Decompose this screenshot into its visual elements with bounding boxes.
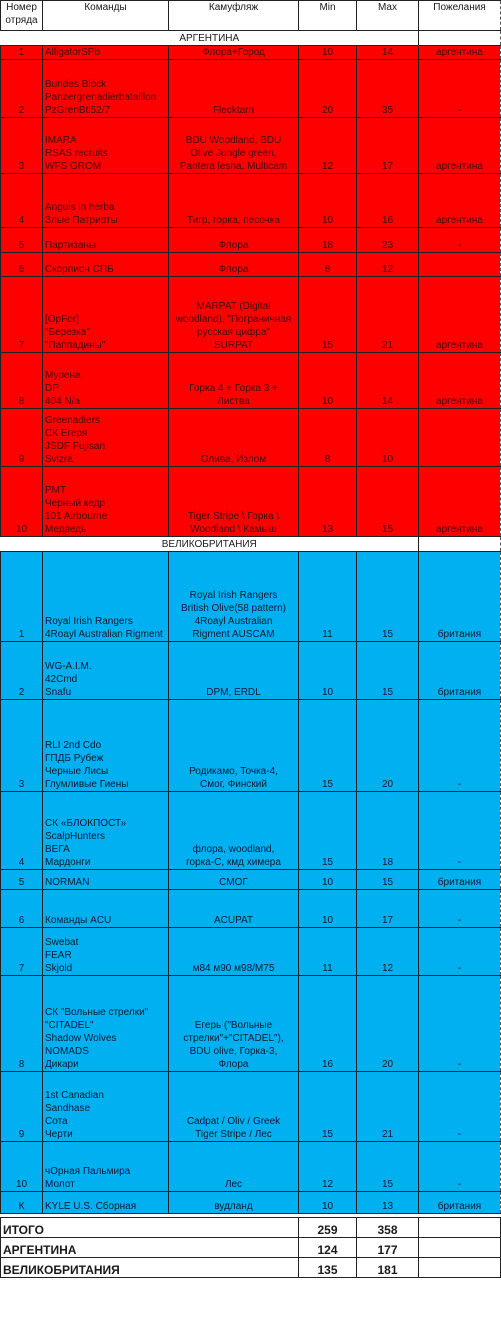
camo-cell	[169, 928, 299, 976]
section-spacer	[419, 31, 501, 46]
min-cell: 18	[299, 228, 357, 253]
wish-cell: -	[419, 1072, 501, 1142]
table-row	[1, 976, 501, 1072]
squad-number: 8	[1, 353, 43, 409]
squad-number: 4	[1, 792, 43, 870]
total-label: ВЕЛИКОБРИТАНИЯ	[1, 1258, 299, 1278]
teams-cell-line: 4Roayl Australian Rigment	[45, 629, 163, 640]
table-body	[1, 1, 501, 1278]
table-row	[1, 467, 501, 537]
teams-cell-line: СК "Вольные стрелки"	[45, 1007, 149, 1018]
teams-cell-line: Дикари	[45, 1059, 79, 1070]
min-cell: 10	[299, 870, 357, 890]
wish-cell: аргентина	[419, 353, 501, 409]
teams-cell-line: Сота	[45, 1116, 68, 1127]
teams-cell-line: Черный кедр	[45, 498, 106, 509]
camo-cell-line: горка-С, кмд химера	[186, 857, 281, 868]
teams-cell	[43, 928, 169, 976]
table-row	[1, 60, 501, 118]
camo-cell	[169, 46, 299, 60]
teams-cell-line: Глумливые Гиены	[45, 779, 129, 790]
total-min: 135	[299, 1258, 357, 1278]
min-cell: 8	[299, 253, 357, 277]
teams-cell	[43, 1192, 169, 1214]
camo-cell	[169, 118, 299, 174]
max-cell: 14	[357, 353, 419, 409]
min-cell: 12	[299, 118, 357, 174]
wish-cell: британия	[419, 1192, 501, 1214]
teams-cell-line: Команды ACU	[45, 915, 112, 926]
camo-cell	[169, 1142, 299, 1192]
max-cell: 15	[357, 1142, 419, 1192]
max-cell: 23	[357, 228, 419, 253]
teams-cell	[43, 792, 169, 870]
camo-cell	[169, 792, 299, 870]
total-min: 259	[299, 1218, 357, 1238]
squad-number: 5	[1, 228, 43, 253]
max-cell: 15	[357, 552, 419, 642]
min-cell: 10	[299, 890, 357, 928]
teams-cell	[43, 60, 169, 118]
camo-cell-line: Флора	[218, 240, 249, 251]
teams-cell	[43, 552, 169, 642]
header-camo: Камуфляж	[169, 1, 299, 31]
squad-number: 2	[1, 642, 43, 700]
teams-cell-line: DP	[45, 383, 59, 394]
max-cell: 12	[357, 253, 419, 277]
max-cell: 18	[357, 792, 419, 870]
total-row	[1, 1238, 501, 1258]
camo-cell-line: MARPAT (Digital	[196, 301, 271, 312]
max-cell: 21	[357, 1072, 419, 1142]
teams-cell-line: Молот	[45, 1179, 75, 1190]
camo-cell-line: Cadpat / Oliv / Greek	[186, 1116, 281, 1127]
total-max: 181	[357, 1258, 419, 1278]
teams-cell-line: 404 N/a	[45, 396, 81, 407]
teams-cell-line: Мурена	[45, 370, 81, 381]
camo-cell-line: BDU Woodland, BDU	[185, 135, 282, 146]
squad-number: 8	[1, 976, 43, 1072]
teams-cell-line: Anguis in herba	[45, 202, 115, 213]
max-cell: 13	[357, 1192, 419, 1214]
min-cell: 15	[299, 700, 357, 792]
max-cell: 20	[357, 976, 419, 1072]
squad-number: 5	[1, 870, 43, 890]
camo-cell-line: Лес	[224, 1179, 243, 1190]
max-cell: 15	[357, 467, 419, 537]
table-row	[1, 890, 501, 928]
camo-cell-line: м84 м90 м98/M75	[192, 963, 275, 974]
teams-cell-line: Мардонги	[45, 857, 91, 868]
camo-cell-line: woodland), "Пограничная	[175, 314, 292, 325]
wish-cell: -	[419, 928, 501, 976]
total-label: АРГЕНТИНА	[1, 1238, 299, 1258]
header-min: Min	[299, 1, 357, 31]
min-cell: 13	[299, 467, 357, 537]
table-row	[1, 928, 501, 976]
total-max: 177	[357, 1238, 419, 1258]
teams-cell-line: PMT	[45, 485, 67, 496]
teams-cell-line: Sandhase	[45, 1103, 91, 1114]
teams-cell-line: Злые Патриоты	[45, 215, 118, 226]
teams-cell	[43, 228, 169, 253]
max-cell: 35	[357, 60, 419, 118]
teams-cell	[43, 870, 169, 890]
max-cell: 20	[357, 700, 419, 792]
table-row	[1, 118, 501, 174]
total-max: 358	[357, 1218, 419, 1238]
table-row	[1, 1142, 501, 1192]
teams-cell-line: JSDF Fujisan	[45, 441, 106, 452]
teams-cell-line: FEAR	[45, 950, 72, 961]
section-title: ВЕЛИКОБРИТАНИЯ	[1, 537, 419, 552]
table-row	[1, 1192, 501, 1214]
header-team: Команды	[43, 1, 169, 31]
header-row	[1, 1, 501, 31]
header-num: Номер отряда	[1, 1, 43, 31]
camo-cell	[169, 552, 299, 642]
teams-cell	[43, 1142, 169, 1192]
wish-cell: британия	[419, 642, 501, 700]
section-title: АРГЕНТИНА	[1, 31, 419, 46]
min-cell: 10	[299, 353, 357, 409]
teams-cell	[43, 467, 169, 537]
wish-cell: британия	[419, 870, 501, 890]
camo-cell	[169, 1192, 299, 1214]
table-row	[1, 700, 501, 792]
wish-cell: -	[419, 890, 501, 928]
teams-cell-line: "Березка"	[45, 327, 90, 338]
teams-cell-line: [OpFor]	[45, 314, 79, 325]
teams-cell-line: IMARA	[45, 135, 77, 146]
section-row-britain	[1, 537, 501, 552]
camo-cell	[169, 870, 299, 890]
wish-cell: -	[419, 976, 501, 1072]
teams-cell-line: Svizra	[45, 454, 73, 465]
camo-cell-line: русская цифра"	[197, 327, 270, 338]
camo-cell	[169, 353, 299, 409]
camo-cell	[169, 277, 299, 353]
squad-number: 7	[1, 928, 43, 976]
teams-cell	[43, 118, 169, 174]
squad-number: 9	[1, 409, 43, 467]
camo-cell	[169, 253, 299, 277]
teams-cell	[43, 700, 169, 792]
teams-cell-line: PzGrenBtl52/7	[45, 105, 111, 116]
squad-number: 6	[1, 890, 43, 928]
teams-cell-line: "Паппадины"	[45, 340, 106, 351]
squad-number: 10	[1, 467, 43, 537]
camo-cell-line: Royal Irish Rangers	[189, 590, 278, 601]
table-row	[1, 253, 501, 277]
min-cell: 10	[299, 642, 357, 700]
teams-cell-line: Партизаны	[45, 240, 97, 251]
camo-cell	[169, 1072, 299, 1142]
camo-cell-line: флора, woodland,	[192, 844, 275, 855]
teams-cell-line: ВЕГА	[45, 844, 70, 855]
total-empty	[419, 1258, 501, 1278]
camo-cell-line: British Olive(58 pattern)	[180, 603, 287, 614]
max-cell: 12	[357, 928, 419, 976]
teams-cell	[43, 642, 169, 700]
camo-cell	[169, 976, 299, 1072]
min-cell: 15	[299, 277, 357, 353]
teams-cell-line: 1st Canadian	[45, 1090, 104, 1101]
camo-cell-line: Тигр, горка, песочка	[186, 215, 281, 226]
table-row	[1, 870, 501, 890]
teams-cell-line: ГПДБ Рубеж	[45, 753, 104, 764]
teams-cell-line: 42Cmd	[45, 674, 78, 685]
camo-cell-line: вудланд	[214, 1201, 253, 1212]
teams-cell-line: "CITADEL"	[45, 1020, 94, 1031]
teams-cell-line: RSAS recruits	[45, 148, 108, 159]
min-cell: 8	[299, 409, 357, 467]
min-cell: 15	[299, 1072, 357, 1142]
camo-cell	[169, 174, 299, 228]
teams-cell-line: WFS GROM	[45, 161, 102, 172]
teams-cell-line: WG-A.I.M.	[45, 661, 92, 672]
squad-number: 7	[1, 277, 43, 353]
table-row	[1, 1072, 501, 1142]
section-row-argentina	[1, 31, 501, 46]
camo-cell	[169, 642, 299, 700]
squad-number: К	[1, 1192, 43, 1214]
camo-cell-line: Горка 4 + Горка 3 +	[189, 383, 278, 394]
min-cell: 10	[299, 1192, 357, 1214]
wish-cell: -	[419, 1142, 501, 1192]
max-cell: 15	[357, 642, 419, 700]
camo-cell-line: Листва	[217, 396, 250, 407]
camo-cell-line: Флора	[218, 264, 249, 275]
wish-cell: аргентина	[419, 467, 501, 537]
wish-cell: аргентина	[419, 174, 501, 228]
teams-cell-line: RLI 2nd Cdo	[45, 740, 102, 751]
teams-cell-line: чОрная Пальмира	[45, 1166, 131, 1177]
total-row	[1, 1218, 501, 1238]
total-min: 124	[299, 1238, 357, 1258]
squad-number: 3	[1, 118, 43, 174]
min-cell: 20	[299, 60, 357, 118]
min-cell: 10	[299, 174, 357, 228]
max-cell: 21	[357, 277, 419, 353]
camo-cell-line: DPM, ERDL	[206, 687, 261, 698]
total-row	[1, 1258, 501, 1278]
teams-cell	[43, 46, 169, 60]
teams-cell-line: СК Егеря	[45, 428, 88, 439]
teams-cell-line: Скорпион СПБ	[45, 264, 114, 275]
wish-cell: аргентина	[419, 277, 501, 353]
camo-cell-line: Олива, Излом	[200, 454, 267, 465]
teams-cell-line: Snafu	[45, 687, 72, 698]
squad-number: 4	[1, 174, 43, 228]
camo-cell-line: Rigment AUSCAM	[192, 629, 275, 640]
teams-cell-line: СК «БЛОКПОСТ»	[45, 818, 127, 829]
wish-cell	[419, 409, 501, 467]
teams-cell-line: Черные Лисы	[45, 766, 109, 777]
table-row	[1, 228, 501, 253]
camo-cell-line: стрелки"+"CITADEL"),	[183, 1033, 284, 1044]
squad-number: 9	[1, 1072, 43, 1142]
teams-cell-line: 101 Airbourne	[45, 511, 108, 522]
teams-cell-line: KYLE U.S. Сборная	[45, 1201, 137, 1212]
squad-number: 3	[1, 700, 43, 792]
camo-cell-line: СМОГ	[219, 877, 248, 888]
camo-cell-line: Tiger Stripe \ Горка \	[187, 511, 280, 522]
camo-cell-line: Pantera lesna, Multicam	[179, 161, 288, 172]
wish-cell: -	[419, 228, 501, 253]
teams-cell-line: Skjold	[45, 963, 73, 974]
teams-cell	[43, 174, 169, 228]
table-row	[1, 409, 501, 467]
camo-cell	[169, 890, 299, 928]
camo-cell-line: Olive Jungle green,	[190, 148, 277, 159]
teams-cell-line: NOMADS	[45, 1046, 89, 1057]
teams-cell-line: Черти	[45, 1129, 73, 1140]
table-row	[1, 174, 501, 228]
teams-cell-line: Медведь	[45, 524, 87, 535]
wish-cell: -	[419, 60, 501, 118]
squad-number: 2	[1, 60, 43, 118]
camo-cell-line: Родикамо, Точка-4,	[189, 766, 278, 777]
wish-cell: -	[419, 700, 501, 792]
max-cell: 16	[357, 174, 419, 228]
squad-number: 6	[1, 253, 43, 277]
total-empty	[419, 1218, 501, 1238]
min-cell: 15	[299, 792, 357, 870]
max-cell: 14	[357, 46, 419, 60]
max-cell: 17	[357, 890, 419, 928]
teams-cell	[43, 277, 169, 353]
camo-cell-line: Flecktarn	[212, 105, 255, 116]
teams-cell-line: Panzergrenadierbataillon	[45, 92, 157, 103]
camo-cell-line: 4Roayl Australian	[194, 616, 273, 627]
teams-cell	[43, 1072, 169, 1142]
table-row	[1, 353, 501, 409]
camo-cell	[169, 700, 299, 792]
table-row	[1, 792, 501, 870]
camo-cell-line: BDU olive, Горка-3,	[189, 1046, 278, 1057]
wish-cell: британия	[419, 552, 501, 642]
header-max: Max	[357, 1, 419, 31]
camo-cell	[169, 60, 299, 118]
teams-cell	[43, 253, 169, 277]
table-row	[1, 46, 501, 60]
teams-cell-line: NORMAN	[45, 877, 90, 888]
total-empty	[419, 1238, 501, 1258]
min-cell: 10	[299, 46, 357, 60]
header-wish: Пожелания	[419, 1, 501, 31]
teams-cell-line: Bundes Block	[45, 79, 107, 90]
wish-cell: -	[419, 792, 501, 870]
teams-cell	[43, 353, 169, 409]
camo-cell-line: Флора+Город	[202, 47, 265, 58]
camo-cell	[169, 467, 299, 537]
camo-cell-line: Woodland \ Камыш	[190, 524, 277, 535]
teams-cell-line: Shadow Wolves	[45, 1033, 117, 1044]
wish-cell: аргентина	[419, 46, 501, 60]
teams-cell-line: Swebat	[45, 937, 79, 948]
max-cell: 10	[357, 409, 419, 467]
squad-number: 1	[1, 552, 43, 642]
squad-number: 10	[1, 1142, 43, 1192]
total-label: ИТОГО	[1, 1218, 299, 1238]
camo-cell-line: Tiger Stripe / Лес	[195, 1129, 272, 1140]
teams-cell	[43, 409, 169, 467]
teams-cell	[43, 890, 169, 928]
teams-cell-line: Greenadiers	[45, 415, 101, 426]
max-cell: 17	[357, 118, 419, 174]
wish-cell: аргентина	[419, 118, 501, 174]
table-row	[1, 642, 501, 700]
camo-cell-line: Флора	[218, 1059, 249, 1070]
teams-cell	[43, 976, 169, 1072]
camo-cell	[169, 409, 299, 467]
min-cell: 11	[299, 928, 357, 976]
max-cell: 15	[357, 870, 419, 890]
section-spacer	[419, 537, 501, 552]
camo-cell	[169, 228, 299, 253]
camo-cell-line: ACUPAT	[213, 915, 254, 926]
table-row	[1, 552, 501, 642]
camo-cell-line: Смог, Финский	[200, 779, 267, 790]
wish-cell	[419, 253, 501, 277]
teams-cell-line: Royal Irish Rangers	[45, 616, 133, 627]
camo-cell-line: Егерь ("Вольные	[194, 1020, 273, 1031]
camo-cell-line: SURPAT	[213, 340, 254, 351]
min-cell: 11	[299, 552, 357, 642]
min-cell: 16	[299, 976, 357, 1072]
table-row	[1, 277, 501, 353]
teams-cell-line: AlligatorSPb	[45, 47, 101, 58]
min-cell: 12	[299, 1142, 357, 1192]
squad-number: 1	[1, 46, 43, 60]
teams-cell-line: ScalpHunters	[45, 831, 106, 842]
